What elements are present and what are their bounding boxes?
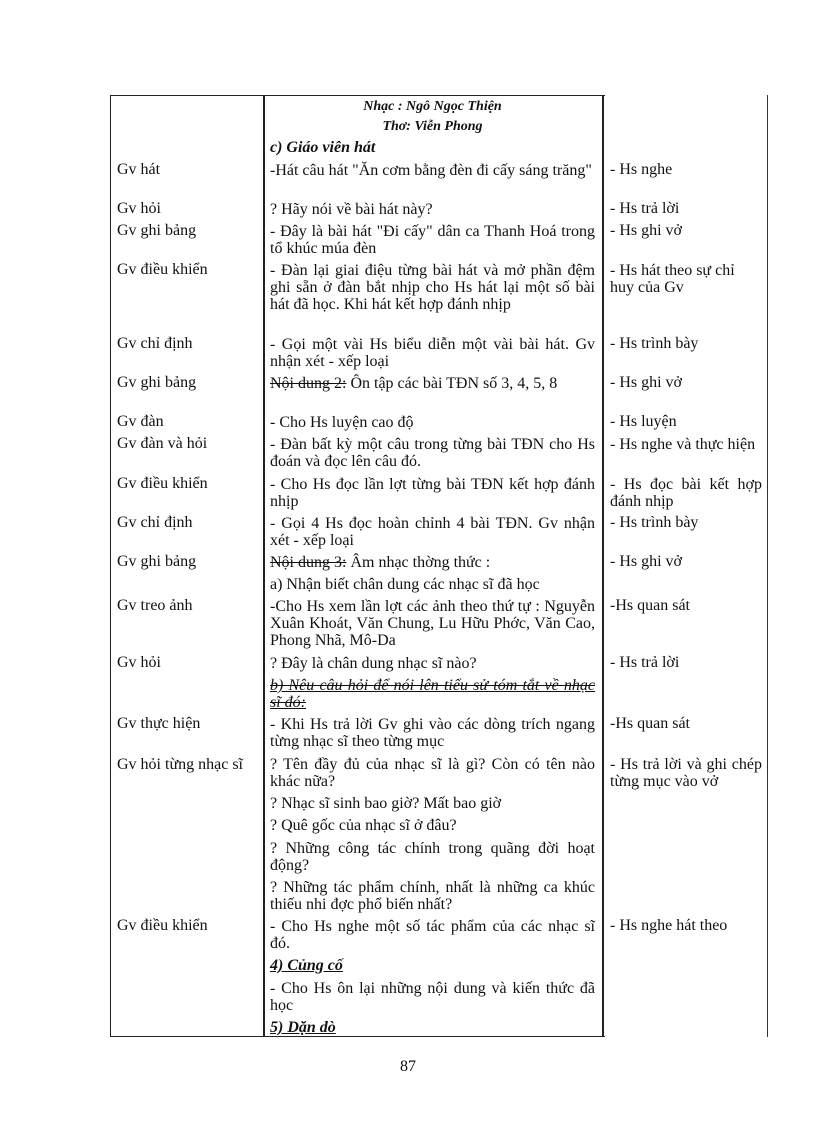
student-activity: - Hs nghe (610, 161, 673, 178)
student-activity: - Hs trình bày (610, 335, 699, 352)
student-activity: - Hs ghi vở (610, 553, 683, 570)
lesson-content: - Gọi một vài Hs biểu diễn một vài bài hát. Gv nhận xét - xếp loại (270, 336, 595, 370)
song-lyrics-credit: Thơ: Viễn Phong (382, 119, 483, 134)
lesson-content: -Cho Hs xem lần lợt các ảnh theo thứ tự : Nguyễn Xuân Khoát, Văn Chung, Lu Hữu Phớc, Văn Cao, Phong Nhã, Mô-Da (270, 598, 595, 649)
teacher-activity: Gv ghi bảng (117, 374, 197, 391)
content-heading-nd3: Nội dung 3: (270, 554, 347, 571)
student-activity: - Hs đọc bài kết hợp đánh nhịp (610, 476, 762, 510)
lesson-content: - Cho Hs đọc lần lợt từng bài TĐN kết hợp đánh nhịp (270, 476, 595, 510)
teacher-activity: Gv chỉ định (117, 514, 193, 531)
lesson-content: ? Hãy nói về bài hát này? (270, 201, 433, 218)
section-c-heading: c) Giáo viên hát (270, 139, 376, 156)
section-4-heading: 4) Củng cố (270, 957, 343, 974)
teacher-activity: Gv điều khiển (117, 917, 208, 934)
lesson-content: -Hát câu hát "Ăn cơm bằng đèn đi cấy sáng trăng" (270, 162, 592, 179)
student-activity: - Hs ghi vở (610, 222, 683, 239)
teacher-activity: Gv đàn (117, 413, 164, 430)
lesson-content (270, 375, 595, 392)
teacher-activity: Gv điều khiển (117, 261, 208, 278)
teacher-activity: Gv ghi bảng (117, 553, 197, 570)
student-activity: - Hs ghi vở (610, 374, 683, 391)
lesson-content: - Đàn bất kỳ một câu trong từng bài TĐN cho Hs đoán và đọc lên câu đó. (270, 436, 595, 470)
teacher-activity: Gv ghi bảng (117, 222, 197, 239)
student-column-right-rule (767, 95, 768, 1037)
student-activity: - Hs trả lời và ghi chép từng mục vào vở (610, 756, 762, 790)
teacher-activity: Gv treo ảnh (117, 597, 193, 614)
student-activity: - Hs trình bày (610, 514, 699, 531)
student-activity: -Hs quan sát (610, 715, 690, 732)
lesson-subheading-b: b) Nêu câu hỏi để nói lên tiểu sử tóm tắt về nhạc sĩ đó: (270, 677, 595, 711)
lesson-content: ? Nhạc sĩ sinh bao giờ? Mất bao giờ (270, 795, 502, 812)
lesson-content: - Cho Hs luyện cao độ (270, 414, 414, 431)
teacher-activity: Gv thực hiện (117, 715, 201, 732)
section-5-heading: 5) Dặn dò (270, 1019, 336, 1036)
content-text: Âm nhạc thờng thức : (346, 554, 491, 571)
student-activity: -Hs quan sát (610, 597, 690, 614)
content-text: Ôn tập các bài TĐN số 3, 4, 5, 8 (346, 375, 558, 392)
lesson-content: ? Tên đầy đủ của nhạc sĩ là gì? Còn có tên nào khác nữa? (270, 756, 595, 790)
lesson-content: ? Quê gốc của nhạc sĩ ở đâu? (270, 817, 457, 834)
lesson-content: - Đây là bài hát "Đi cấy" dân ca Thanh Hoá trong tổ khúc múa đèn (270, 223, 595, 257)
teacher-activity: Gv hỏi từng nhạc sĩ (117, 756, 243, 773)
song-music-credit: Nhạc : Ngô Ngọc Thiện (363, 99, 502, 114)
lesson-content: - Đàn lại giai điệu từng bài hát và mở phần đệm ghi sẵn ở đàn bắt nhịp cho Hs hát lại một số bài hát đã học. Khi hát kết hợp đánh nhịp (270, 262, 595, 313)
teacher-activity: Gv hát (117, 161, 161, 178)
student-activity: - Hs trả lời (610, 200, 680, 217)
teacher-activity: Gv hỏi (117, 654, 161, 671)
lesson-content: - Cho Hs nghe một số tác phẩm của các nhạc sĩ đó. (270, 918, 595, 952)
student-activity: - Hs trả lời (610, 654, 680, 671)
lesson-content: a) Nhận biết chân dung các nhạc sĩ đã học (270, 576, 540, 593)
student-activity: - Hs nghe hát theo (610, 917, 728, 934)
section-4-content: - Cho Hs ôn lại những nội dung và kiến thức đã học (270, 980, 595, 1014)
teacher-activity: Gv đàn và hỏi (117, 435, 208, 452)
lesson-content: - Khi Hs trả lời Gv ghi vào các dòng trích ngang từng nhạc sĩ theo từng mục (270, 716, 595, 750)
lesson-content: ? Những công tác chính trong quãng đời hoạt động? (270, 840, 595, 874)
lesson-content: ? Những tác phẩm chính, nhất là những ca khúc thiếu nhi đợc phổ biến nhất? (270, 879, 595, 913)
student-activity: - Hs nghe và thực hiện (610, 436, 756, 453)
lesson-content: - Gọi 4 Hs đọc hoàn chỉnh 4 bài TĐN. Gv nhận xét - xếp loại (270, 515, 595, 549)
lesson-content (270, 554, 595, 571)
content-heading-nd2: Nội dung 2: (270, 375, 347, 392)
teacher-activity: Gv điều khiển (117, 475, 208, 492)
student-activity: - Hs hát theo sự chỉ huy của Gv (610, 262, 735, 296)
page-number: 87 (400, 1058, 416, 1075)
lesson-content: ? Đây là chân dung nhạc sĩ nào? (270, 655, 477, 672)
student-activity: - Hs luyện (610, 413, 677, 430)
teacher-activity: Gv hỏi (117, 200, 161, 217)
teacher-activity: Gv chỉ định (117, 335, 193, 352)
